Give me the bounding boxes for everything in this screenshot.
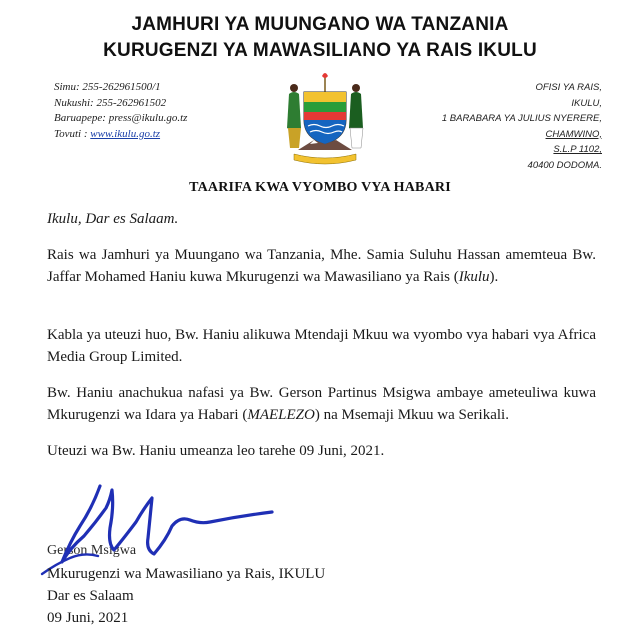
- header-line-2: KURUGENZI YA MAWASILIANO YA RAIS IKULU: [103, 40, 537, 61]
- email-line: [54, 111, 187, 127]
- signer-city: Dar es Salaam: [47, 588, 134, 604]
- paragraph-1-text: Rais wa Jamhuri ya Muungano wa Tanzania, Mhe. Samia Suluhu Hassan amemteua Bw. Jaffar Mohamed Haniu kuwa Mkurugenzi wa Mawasiliano ya Rais (: [47, 247, 596, 285]
- paragraph-3-maelezo: MAELEZO: [247, 407, 315, 423]
- fax-line: Nukushi: 255-262961502: [54, 96, 167, 109]
- email-label: Baruapepe:: [54, 112, 109, 124]
- website-label: Tovuti :: [54, 127, 91, 140]
- tanzania-coat-of-arms-icon: [284, 70, 366, 166]
- signer-title: Mkurugenzi wa Mawasiliano ya Rais, IKULU: [47, 566, 326, 582]
- paragraph-1-ikulu: Ikulu: [458, 269, 490, 285]
- website-line: [54, 127, 187, 143]
- signer-date: 09 Juni, 2021: [47, 610, 129, 626]
- phone-line: Simu: 255-262961500/1: [54, 81, 161, 93]
- paragraph-1-end: ).: [489, 269, 499, 285]
- email-value[interactable]: press@ikulu.go.tz: [108, 112, 188, 124]
- address-block: [442, 80, 602, 173]
- paragraph-3-text: Bw. Haniu anachukua nafasi ya Bw. Gerson Partinus Msigwa ambaye ameteuliwa kuwa Mkurugenzi wa Idara ya Habari (: [47, 385, 596, 423]
- address-line-6: 40400 DODOMA.: [527, 159, 602, 171]
- handwritten-signature: [40, 478, 290, 578]
- address-line-2: IKULU,: [571, 97, 602, 109]
- paragraph-4: Uteuzi wa Bw. Haniu umeanza leo tarehe 09 Juni, 2021.: [47, 443, 385, 459]
- paragraph-2: Kabla ya uteuzi huo, Bw. Haniu alikuwa Mtendaji Mkuu wa vyombo vya habari vya Africa Media Group Limited.: [47, 327, 596, 365]
- paragraph-3-end: ) na Msemaji Mkuu wa Serikali.: [314, 407, 509, 423]
- address-line-5: S.L.P 1102,: [553, 144, 602, 155]
- header-line-1: JAMHURI YA MUUNGANO WA TANZANIA: [131, 14, 509, 35]
- contact-block: [54, 80, 187, 142]
- paragraph-1: [47, 244, 596, 288]
- address-line-1: OFISI YA RAIS,: [535, 82, 602, 93]
- website-link[interactable]: www.ikulu.go.tz: [90, 127, 161, 140]
- address-line-4: CHAMWINO,: [545, 128, 602, 140]
- place-line: Ikulu, Dar es Salaam.: [47, 211, 179, 227]
- press-release-title: TAARIFA KWA VYOMBO VYA HABARI: [189, 180, 451, 195]
- signer-name: Gerson Msigwa: [47, 543, 137, 558]
- address-line-3: 1 BARABARA YA JULIUS NYERERE,: [441, 113, 602, 124]
- paragraph-3: [47, 382, 596, 426]
